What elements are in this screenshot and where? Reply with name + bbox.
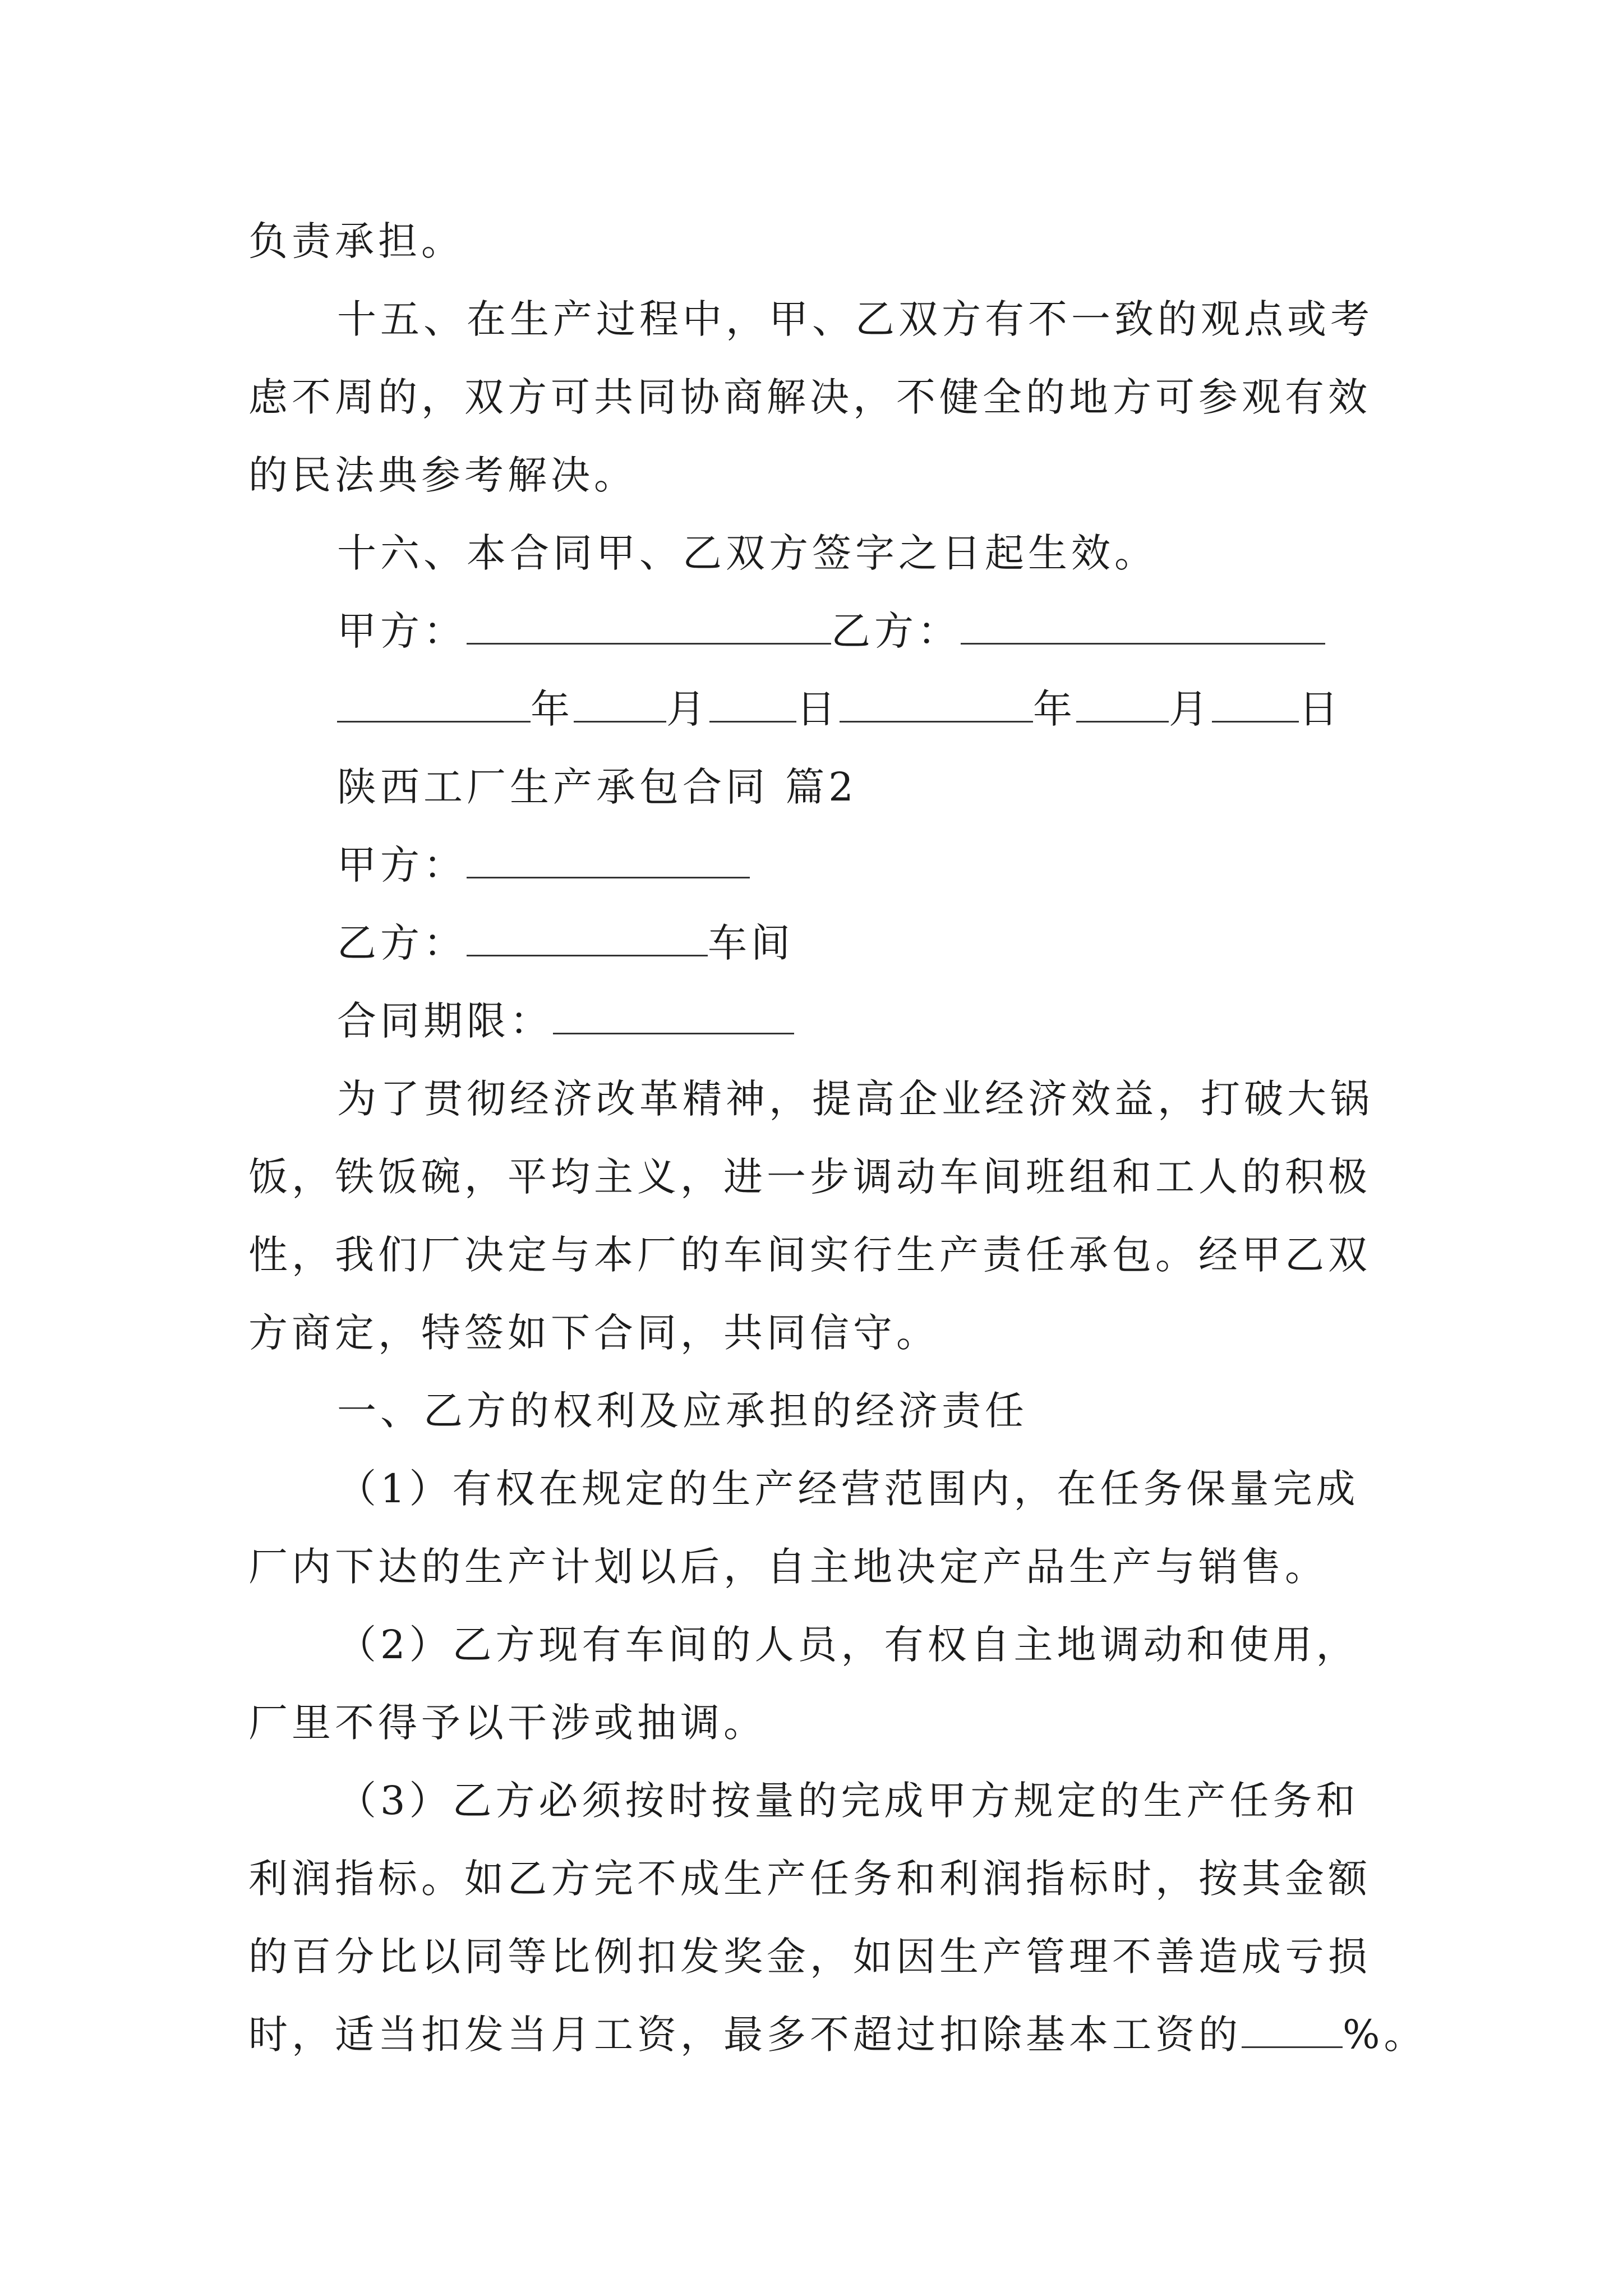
contract-2-title: 陕西工厂生产承包合同 篇2 [337, 764, 857, 810]
date-blank [1212, 689, 1299, 723]
contract-2-party-a [337, 842, 750, 888]
paragraph-line: 厂里不得予以干涉或抽调。 [248, 1700, 767, 1746]
paragraph-line [248, 2012, 1427, 2058]
date-blank [574, 689, 666, 723]
percent-blank [1242, 2015, 1343, 2048]
party-b-label: 乙方： [337, 920, 467, 966]
month-label: 月 [666, 686, 709, 732]
date-blank [709, 689, 796, 723]
term-blank [553, 1001, 794, 1034]
date-blank [840, 689, 1033, 723]
signature-date-line [337, 686, 1342, 732]
paragraph-line: 的民法典参考解决。 [248, 452, 637, 498]
clause-16: 十六、本合同甲、乙双方签字之日起生效。 [337, 530, 1158, 576]
item-3: （3）乙方必须按时按量的完成甲方规定的生产任务和 [337, 1778, 1359, 1824]
day-label: 日 [1299, 686, 1342, 732]
paragraph-line: 方商定，特签如下合同，共同信守。 [248, 1310, 939, 1356]
party-a-label: 甲方： [337, 608, 467, 654]
contract-2-party-b [337, 920, 794, 966]
paragraph-line: 负责承担。 [248, 218, 464, 264]
date-blank [1076, 689, 1169, 723]
party-a-blank [467, 611, 831, 645]
percent-suffix: %。 [1343, 2012, 1427, 2058]
contract-2-term [337, 998, 794, 1044]
party-b-blank [961, 611, 1325, 645]
term-label: 合同期限： [337, 998, 553, 1044]
item-1: （1）有权在规定的生产经营范围内，在任务保量完成 [337, 1466, 1359, 1512]
item-2: （2）乙方现有车间的人员，有权自主地调动和使用， [337, 1622, 1359, 1668]
workshop-label: 车间 [708, 920, 794, 966]
paragraph-line: 虑不周的，双方可共同协商解决，不健全的地方可参观有效 [248, 374, 1371, 420]
party-b-label: 乙方： [831, 608, 961, 654]
section-heading: 一、乙方的权利及应承担的经济责任 [337, 1388, 1028, 1434]
month-label: 月 [1169, 686, 1212, 732]
signature-parties-line [337, 608, 1325, 654]
paragraph-line: 的百分比以同等比例扣发奖金，如因生产管理不善造成亏损 [248, 1934, 1371, 1980]
intro-paragraph: 为了贯彻经济改革精神，提高企业经济效益，打破大锅 [337, 1076, 1373, 1122]
year-label: 年 [531, 686, 574, 732]
paragraph-line: 饭，铁饭碗，平均主义，进一步调动车间班组和工人的积极 [248, 1154, 1371, 1200]
clause-15: 十五、在生产过程中，甲、乙双方有不一致的观点或考 [337, 296, 1373, 342]
year-label: 年 [1033, 686, 1076, 732]
party-a-blank [467, 845, 750, 878]
paragraph-line: 性，我们厂决定与本厂的车间实行生产责任承包。经甲乙双 [248, 1232, 1371, 1278]
date-blank [337, 689, 531, 723]
party-b-blank [467, 923, 708, 956]
party-a-label: 甲方： [337, 842, 467, 888]
day-label: 日 [796, 686, 840, 732]
paragraph-line: 利润指标。如乙方完不成生产任务和利润指标时，按其金额 [248, 1856, 1371, 1902]
paragraph-line: 厂内下达的生产计划以后，自主地决定产品生产与销售。 [248, 1544, 1328, 1590]
paragraph-text: 时，适当扣发当月工资，最多不超过扣除基本工资的 [248, 2012, 1242, 2058]
